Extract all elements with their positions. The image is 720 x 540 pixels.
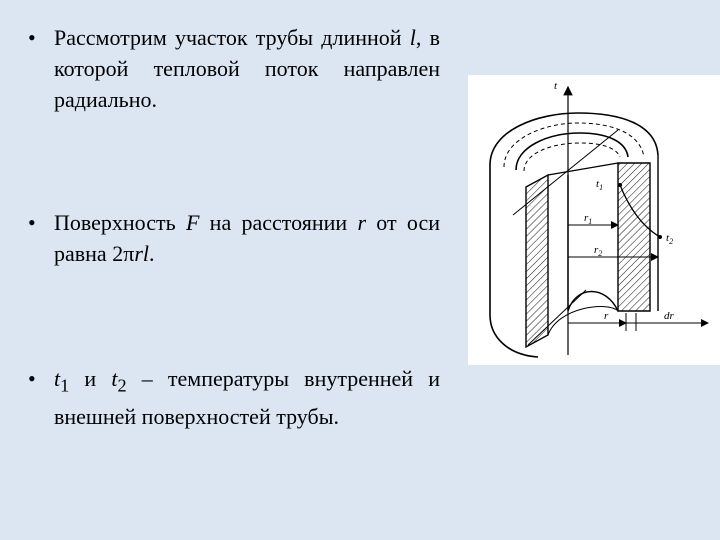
var-t1: t — [54, 366, 61, 391]
sub-1: 1 — [60, 375, 70, 396]
pipe-cutaway — [526, 155, 658, 347]
label-r1: $r_1$ — [584, 212, 593, 226]
bullet-text: Поверхность — [54, 210, 186, 235]
bullet-text: Рассмотрим участок трубы длинной — [54, 25, 410, 50]
label-r2: $r_2$ — [594, 244, 603, 258]
bullet-text: на расстоянии — [199, 210, 358, 235]
bullet-text: , в которой тепловой поток направлен радиально. — [54, 25, 440, 112]
diagonal-axis — [513, 130, 618, 215]
var-r: r — [357, 210, 366, 235]
bullet-text: и — [69, 366, 112, 391]
var-rl: rl — [134, 241, 149, 266]
label-t-axis: t — [554, 80, 558, 92]
bullet-text: – температуры внутренней и внешней поверхностей трубы. — [54, 366, 440, 430]
bullet-temperatures — [28, 363, 440, 432]
bullet-text: от оси равна 2π — [54, 210, 440, 266]
label-t2: $t_2$ — [666, 232, 674, 246]
label-dr: dr — [664, 310, 674, 322]
var-t2: t — [111, 366, 118, 391]
bullet-marker: • — [28, 366, 36, 391]
bullet-marker: • — [28, 25, 36, 50]
bullet-surface — [28, 207, 440, 269]
var-l: l — [409, 25, 416, 50]
bullet-marker: • — [28, 210, 36, 235]
label-r: r — [604, 310, 609, 322]
bullet-list — [28, 22, 440, 432]
bullet-text: . — [149, 241, 155, 266]
pipe-diagram — [468, 75, 720, 365]
bullet-pipe-section — [28, 22, 440, 115]
var-F: F — [185, 210, 200, 235]
sub-2: 2 — [117, 375, 127, 396]
label-t1: $t_1$ — [596, 178, 604, 192]
pipe-diagram-svg — [468, 75, 720, 365]
